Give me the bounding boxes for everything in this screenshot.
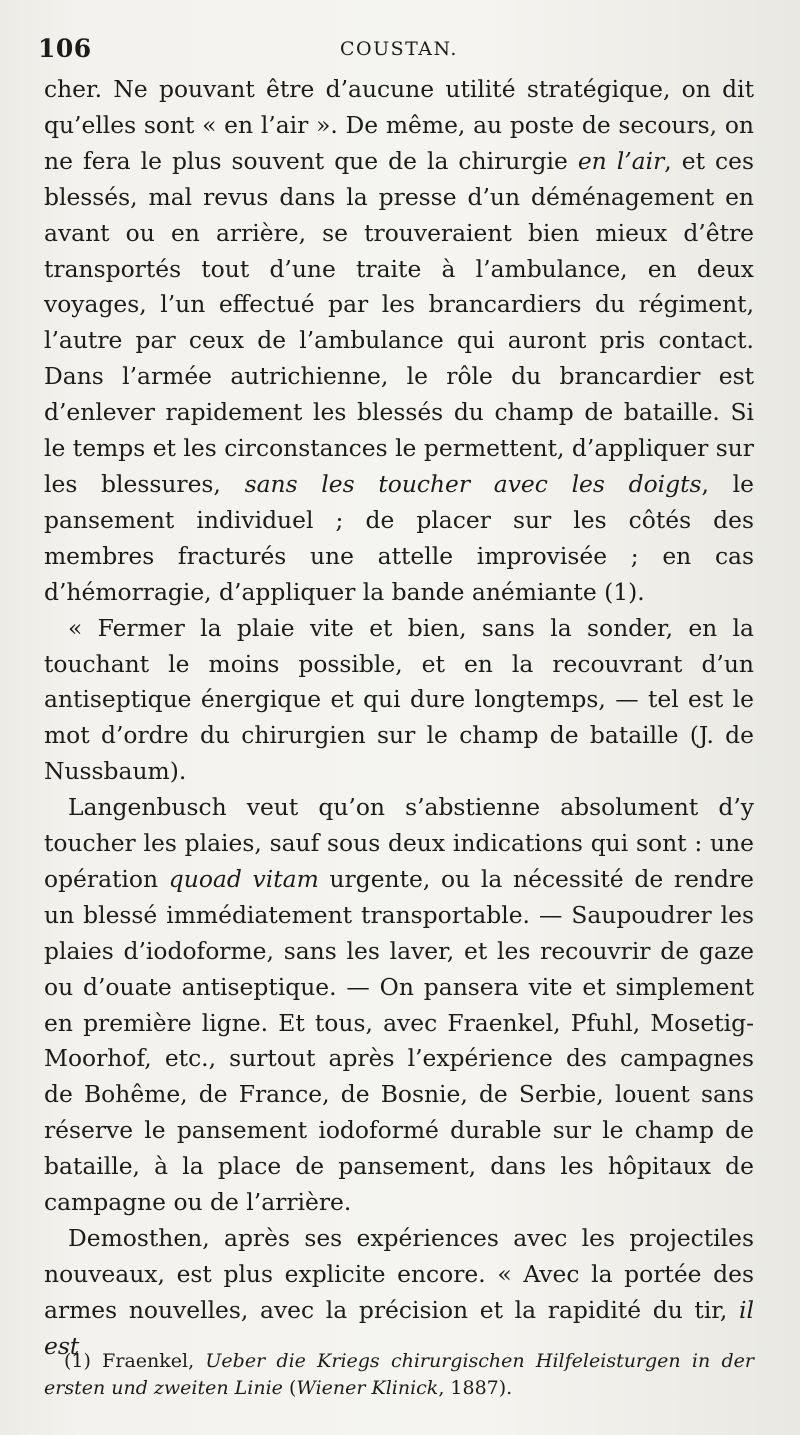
text-run: , et ces blessés, mal revus dans la presse d’un déménagement en avant ou en arrière, se trouveraient bien mieux d’être transportés tout d’une traite à l’ambulance, en deux voyages, l’un effectué par les brancardiers du régiment, l’autre par ceux de l’ambulance qui auront pris contact. Dans l’armée autrichienne, le rôle du brancardier est d’enlever rapidement les blessés du champ de bataille. Si le temps et les circonstances le permettent, d’appliquer sur les blessures, bbox=[44, 146, 754, 498]
footnote-text: , 1887). bbox=[438, 1377, 513, 1399]
text-run: urgente, ou la nécessité de rendre un blessé immédiatement transportable. — Saupoudrer les plaies d’iodoforme, sans les laver, et les recouvrir de gaze ou d’ouate antiseptique. — On pansera vite et simplement en première ligne. Et tous, avec Fraenkel, Pfuhl, Mosetig-Moorhof, etc., surtout après l’expérience des campagnes de Bohême, de France, de Bosnie, de Serbie, louent sans réserve le pansement iodoformé durable sur le champ de bataille, à la place de pansement, dans les hôpitaux de campagne ou de l’arrière. bbox=[44, 864, 754, 1217]
footnote bbox=[44, 1348, 754, 1402]
italic-run: en l’air bbox=[577, 146, 665, 175]
page-number: 106 bbox=[38, 34, 92, 63]
text-run: , le pansement individuel ; de placer sur les côtés des membres fracturés une attelle improvisée ; en cas d’hémorragie, d’appliquer la bande anémiante (1). bbox=[44, 469, 754, 606]
italic-run: sans les toucher avec les doigts bbox=[244, 469, 702, 498]
footnote-journal: Wiener Klinick bbox=[296, 1377, 439, 1399]
footnote-title: Ueber die Kriegs chirurgischen Hilfeleisturgen in der ersten und zweiten Linie bbox=[44, 1350, 754, 1399]
italic-run: il est bbox=[44, 1295, 754, 1360]
italic-run: quoad vitam bbox=[168, 864, 319, 893]
paragraph-2 bbox=[44, 611, 754, 791]
page-header bbox=[38, 28, 754, 72]
text-run: Langenbusch veut qu’on s’abstienne absolument d’y toucher les plaies, sauf sous deux indications qui sont : une opération bbox=[44, 793, 754, 893]
paragraph-3 bbox=[44, 790, 754, 1221]
text-run: cher. Ne pouvant être d’aucune utilité stratégique, on dit qu’elles sont « en l’air ». De même, au poste de secours, on ne fera le plus souvent que de la chirurgie bbox=[44, 75, 754, 175]
footnote-text: ( bbox=[282, 1377, 297, 1399]
text-run: Demosthen, après ses expériences avec les projectiles nouveaux, est plus explicite encore. « Avec la portée des armes nouvelles, avec la précision et la rapidité du tir, bbox=[44, 1224, 754, 1324]
body-text bbox=[44, 72, 754, 1365]
footnote-number: (1) Fraenkel, bbox=[64, 1350, 206, 1372]
running-head: COUSTAN. bbox=[340, 38, 458, 60]
paragraph-4 bbox=[44, 1221, 754, 1365]
paragraph-1 bbox=[44, 72, 754, 611]
text-run: « Fermer la plaie vite et bien, sans la sonder, en la touchant le moins possible, et en la recouvrant d’un antiseptique énergique et qui dure longtemps, — tel est le mot d’ordre du chirurgien sur le champ de bataille (J. de Nussbaum). bbox=[44, 613, 754, 786]
